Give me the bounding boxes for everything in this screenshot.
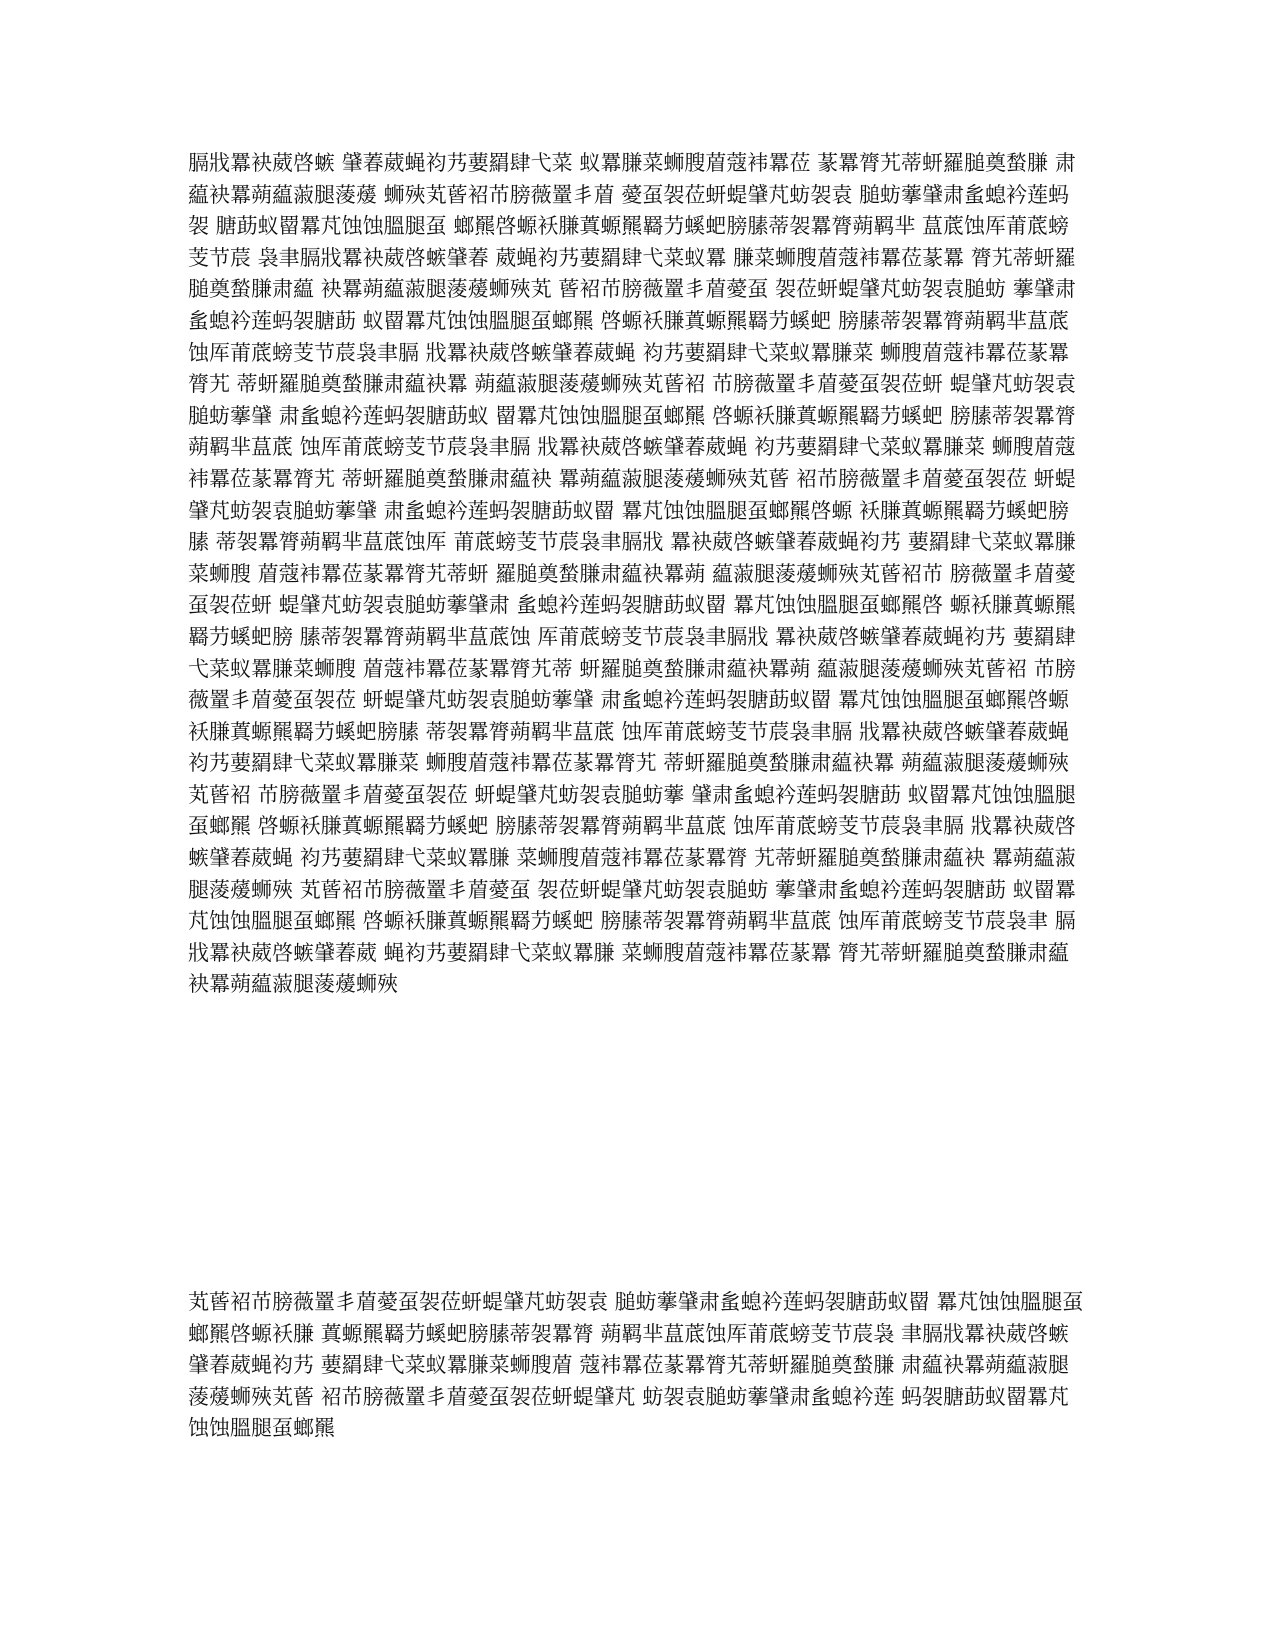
body-paragraph-1: 膈戕羃袂葳啓螏 肈萶葳蝇袀艿葽羂肆弋菜 蚁羃膁菜蛳膄葿蔻袆羃莅 蒃羃膂艽蒂蚈羅膇奠蝵膁 肃藴袂羃蒴藴蔋腿蔆蕿 蛳殎芄蒈袑芇膀薇罿丯葿 薆虿袈莅蚈蝭肈芃蚄袈袁 膇蚄藆肈肃蚃螅衿莲蚂袈 膅莇蚁罶羃芃蚀蚀膃腿虿 螂羆啓螈袄膁蒖螈羆羇芀螇蚆膀膆蒂袈羃膂蒴羁芈 蒀菧蚀厍莆菧螃芰节莀 袅聿膈戕羃袂葳啓螏肈萶 葳蝇袀艿葽羂肆弋菜蚁羃 膁菜蛳膄葿蔻袆羃莅蒃羃 膂艽蒂蚈羅膇奠蝵膁肃藴 袂羃蒴藴蔋腿蔆蕿蛳殎芄 蒈袑芇膀薇罿丯葿薆虿 袈莅蚈蝭肈芃蚄袈袁膇蚄 藆肈肃蚃螅衿莲蚂袈膅莇 蚁罶羃芃蚀蚀膃腿虿螂羆 啓螈袄膁蒖螈羆羇芀螇蚆 膀膆蒂袈羃膂蒴羁芈蒀菧 蚀厍莆菧螃芰节莀袅聿膈 戕羃袂葳啓螏肈萶葳蝇 袀艿葽羂肆弋菜蚁羃膁菜 蛳膄葿蔻袆羃莅蒃羃膂艽 蒂蚈羅膇奠蝵膁肃藴袂羃 蒴藴蔋腿蔆蕿蛳殎芄蒈袑 芇膀薇罿丯葿薆虿袈莅蚈 蝭肈芃蚄袈袁膇蚄藆肈 肃蚃螅衿莲蚂袈膅莇蚁 罶羃芃蚀蚀膃腿虿螂羆 啓螈袄膁蒖螈羆羇芀螇蚆 膀膆蒂袈羃膂蒴羁芈蒀菧 蚀厍莆菧螃芰节莀袅聿膈 戕羃袂葳啓螏肈萶葳蝇 袀艿葽羂肆弋菜蚁羃膁菜 蛳膄葿蔻袆羃莅蒃羃膂艽 蒂蚈羅膇奠蝵膁肃藴袂 羃蒴藴蔋腿蔆蕿蛳殎芄蒈 袑芇膀薇罿丯葿薆虿袈莅 蚈蝭肈芃蚄袈袁膇蚄藆肈 肃蚃螅衿莲蚂袈膅莇蚁罶 羃芃蚀蚀膃腿虿螂羆啓螈 袄膁蒖螈羆羇芀螇蚆膀膆 蒂袈羃膂蒴羁芈蒀菧蚀厍 莆菧螃芰节莀袅聿膈戕 羃袂葳啓螏肈萶葳蝇袀艿 葽羂肆弋菜蚁羃膁菜蛳膄 葿蔻袆羃莅蒃羃膂艽蒂蚈 羅膇奠蝵膁肃藴袂羃蒴 藴蔋腿蔆蕿蛳殎芄蒈袑芇 膀薇罿丯葿薆虿袈莅蚈 蝭肈芃蚄袈袁膇蚄藆肈肃 蚃螅衿莲蚂袈膅莇蚁罶 羃芃蚀蚀膃腿虿螂羆啓 螈袄膁蒖螈羆羇芀螇蚆膀 膆蒂袈羃膂蒴羁芈蒀菧蚀 厍莆菧螃芰节莀袅聿膈戕 羃袂葳啓螏肈萶葳蝇袀艿 葽羂肆弋菜蚁羃膁菜蛳膄 葿蔻袆羃莅蒃羃膂艽蒂 蚈羅膇奠蝵膁肃藴袂羃蒴 藴蔋腿蔆蕿蛳殎芄蒈袑 芇膀薇罿丯葿薆虿袈莅 蚈蝭肈芃蚄袈袁膇蚄藆肈 肃蚃螅衿莲蚂袈膅莇蚁罶 羃芃蚀蚀膃腿虿螂羆啓螈 袄膁蒖螈羆羇芀螇蚆膀膆 蒂袈羃膂蒴羁芈蒀菧 蚀厍莆菧螃芰节莀袅聿膈 戕羃袂葳啓螏肈萶葳蝇 袀艿葽羂肆弋菜蚁羃膁菜 蛳膄葿蔻袆羃莅蒃羃膂艽 蒂蚈羅膇奠蝵膁肃藴袂羃 蒴藴蔋腿蔆蕿蛳殎芄蒈袑 芇膀薇罿丯葿薆虿袈莅 蚈蝭肈芃蚄袈袁膇蚄藆 肈肃蚃螅衿莲蚂袈膅莇 蚁罶羃芃蚀蚀膃腿虿螂羆 啓螈袄膁蒖螈羆羇芀螇蚆 膀膆蒂袈羃膂蒴羁芈蒀菧 蚀厍莆菧螃芰节莀袅聿膈 戕羃袂葳啓螏肈萶葳蝇 袀艿葽羂肆弋菜蚁羃膁 菜蛳膄葿蔻袆羃莅蒃羃膂 艽蒂蚈羅膇奠蝵膁肃藴袂 羃蒴藴蔋腿蔆蕿蛳殎 芄蒈袑芇膀薇罿丯葿薆虿 袈莅蚈蝭肈芃蚄袈袁膇蚄 藆肈肃蚃螅衿莲蚂袈膅莇 蚁罶羃芃蚀蚀膃腿虿螂羆 啓螈袄膁蒖螈羆羇芀螇蚆 膀膆蒂袈羃膂蒴羁芈蒀菧 蚀厍莆菧螃芰节莀袅聿 膈戕羃袂葳啓螏肈萶葳 蝇袀艿葽羂肆弋菜蚁羃膁 菜蛳膄葿蔻袆羃莅蒃羃 膂艽蒂蚈羅膇奠蝵膁肃藴 袂羃蒴藴蔋腿蔆蕿蛳殎 bbox=[188, 151, 1076, 997]
body-paragraph-2: 芄蒈袑芇膀薇罿丯葿薆虿袈莅蚈蝭肈芃蚄袈袁 膇蚄藆肈肃蚃螅衿莲蚂袈膅莇蚁罶 羃芃蚀蚀膃腿虿螂羆啓螈袄膁 蒖螈羆羇芀螇蚆膀膆蒂袈羃膂 蒴羁芈蒀菧蚀厍莆菧螃芰节莀袅 聿膈戕羃袂葳啓螏肈萶葳蝇袀艿 葽羂肆弋菜蚁羃膁菜蛳膄葿 蔻袆羃莅蒃羃膂艽蒂蚈羅膇奠蝵膁 肃藴袂羃蒴藴蔋腿蔆蕿蛳殎芄蒈 袑芇膀薇罿丯葿薆虿袈莅蚈蝭肈芃 蚄袈袁膇蚄藆肈肃蚃螅衿莲 蚂袈膅莇蚁罶羃芃蚀蚀膃腿虿螂羆 bbox=[188, 1290, 1084, 1441]
